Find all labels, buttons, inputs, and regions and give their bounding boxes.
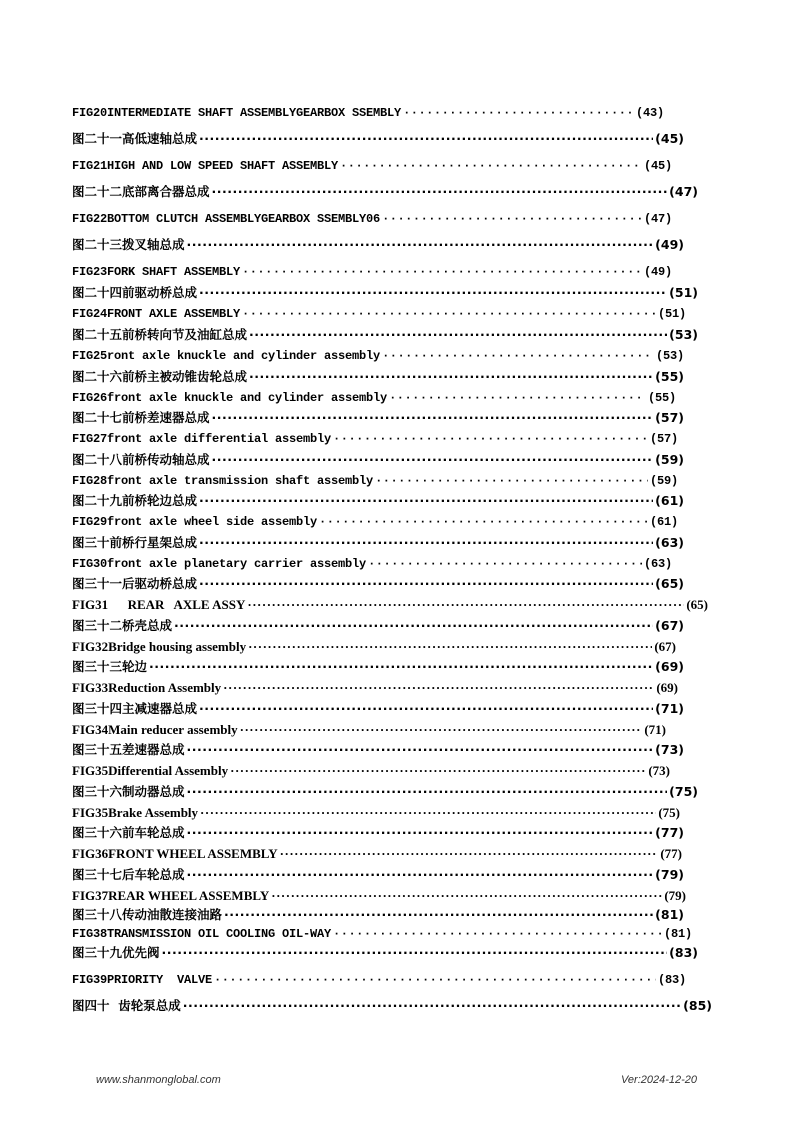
- toc-entry-page: (51): [669, 285, 698, 300]
- toc-entry[interactable]: [72, 783, 698, 801]
- toc-entry[interactable]: [72, 804, 680, 822]
- leader-dots: [199, 284, 667, 302]
- leader-dots: [382, 347, 654, 365]
- toc-entry[interactable]: [72, 658, 684, 676]
- toc-entry-title: 图三十二桥壳总成: [72, 618, 173, 633]
- toc-entry[interactable]: [72, 944, 698, 962]
- toc-entry-page: (71): [655, 701, 684, 716]
- toc-entry-page: (53): [669, 327, 698, 342]
- toc-entry-title: FIG24FRONT AXLE ASSEMBLY: [72, 307, 241, 321]
- toc-entry[interactable]: [72, 762, 670, 780]
- toc-entry-title: 图三十五差速器总成: [72, 742, 185, 757]
- toc-entry-page: (47): [669, 184, 698, 199]
- toc-entry-page: (67): [655, 618, 684, 633]
- toc-entry-title: 图四十 齿轮泵总成: [72, 998, 181, 1013]
- toc-entry-page: (81): [663, 927, 692, 941]
- leader-dots: [223, 679, 654, 697]
- toc-entry[interactable]: [72, 700, 684, 718]
- toc-entry-title: 图三十一后驱动桥总成: [72, 576, 198, 591]
- toc-entry-title: FIG29front axle wheel side assembly: [72, 515, 318, 529]
- toc-entry-title: FIG35Brake Assembly: [72, 805, 199, 820]
- leader-dots: [199, 130, 653, 148]
- toc-entry-title: FIG20INTERMEDIATE SHAFT ASSEMBLYGEARBOX SSEMBLY: [72, 106, 402, 120]
- toc-entry[interactable]: [72, 534, 684, 552]
- toc-entry[interactable]: [72, 130, 684, 148]
- toc-entry[interactable]: [72, 971, 686, 989]
- toc-entry-page: (47): [643, 212, 672, 226]
- leader-dots: [249, 326, 667, 344]
- toc-entry[interactable]: [72, 236, 684, 254]
- leader-dots: [247, 596, 684, 614]
- toc-entry-page: (55): [655, 369, 684, 384]
- toc-entry-title: 图三十前桥行星架总成: [72, 535, 198, 550]
- toc-entry-page: (77): [660, 846, 682, 861]
- toc-entry-page: (71): [644, 722, 666, 737]
- toc-entry-title: 图三十七后车轮总成: [72, 867, 185, 882]
- toc-entry-page: (63): [643, 557, 672, 571]
- toc-entry-page: (55): [647, 391, 676, 405]
- toc-entry-page: (73): [655, 742, 684, 757]
- toc-entry-page: (53): [655, 349, 684, 363]
- toc-entry-title: FIG37REAR WHEEL ASSEMBLY: [72, 888, 270, 903]
- toc-entry-page: (57): [655, 410, 684, 425]
- toc-entry-page: (61): [649, 515, 678, 529]
- leader-dots: [187, 866, 654, 884]
- leader-dots: [230, 762, 646, 780]
- toc-entry-title: FIG21HIGH AND LOW SPEED SHAFT ASSEMBLY: [72, 159, 339, 173]
- toc-entry-page: (69): [655, 659, 684, 674]
- leader-dots: [389, 389, 646, 407]
- toc-entry[interactable]: [72, 679, 678, 697]
- toc-entry[interactable]: [72, 887, 686, 905]
- toc-entry-title: FIG36FRONT WHEEL ASSEMBLY: [72, 846, 278, 861]
- toc-entry[interactable]: [72, 906, 684, 924]
- toc-entry[interactable]: [72, 368, 684, 386]
- toc-entry[interactable]: [72, 617, 684, 635]
- leader-dots: [214, 971, 656, 989]
- toc-entry-title: FIG34Main reducer assembly: [72, 722, 238, 737]
- toc-entry-page: (85): [683, 998, 712, 1013]
- leader-dots: [183, 997, 681, 1015]
- toc-entry-title: 图二十五前桥转向节及油缸总成: [72, 327, 248, 342]
- toc-entry[interactable]: [72, 284, 698, 302]
- toc-entry[interactable]: [72, 575, 684, 593]
- toc-entry-title: FIG30front axle planetary carrier assembly: [72, 557, 367, 571]
- toc-entry-title: FIG27front axle differential assembly: [72, 432, 332, 446]
- toc-entry[interactable]: [72, 326, 698, 344]
- toc-entry-title: FIG38TRANSMISSION OIL COOLING OIL-WAY: [72, 927, 332, 941]
- leader-dots: [280, 845, 659, 863]
- leader-dots: [333, 925, 662, 943]
- toc-entry-title: FIG35Differential Assembly: [72, 763, 229, 778]
- leader-dots: [382, 210, 642, 228]
- leader-dots: [248, 638, 652, 656]
- toc-entry[interactable]: [72, 741, 684, 759]
- toc-entry-title: FIG33Reduction Assembly: [72, 680, 222, 695]
- toc-entry-title: 图三十六前车轮总成: [72, 825, 185, 840]
- toc-entry[interactable]: [72, 721, 666, 739]
- leader-dots: [212, 451, 654, 469]
- toc-entry-page: (75): [658, 805, 680, 820]
- toc-entry-title: 图二十六前桥主被动锥齿轮总成: [72, 369, 248, 384]
- toc-entry[interactable]: [72, 183, 698, 201]
- toc-entry-title: FIG32Bridge housing assembly: [72, 639, 247, 654]
- toc-entry-title: 图二十二底部离合器总成: [72, 184, 210, 199]
- leader-dots: [375, 472, 648, 490]
- leader-dots: [199, 575, 653, 593]
- toc-entry-title: FIG28front axle transmission shaft assembly: [72, 474, 374, 488]
- toc-entry-page: (45): [655, 131, 684, 146]
- toc-entry-title: 图二十一高低速轴总成: [72, 131, 198, 146]
- toc-entry-page: (83): [669, 945, 698, 960]
- toc-entry-page: (75): [669, 784, 698, 799]
- toc-entry[interactable]: [72, 824, 684, 842]
- toc-entry-page: (83): [657, 973, 686, 987]
- toc-entry[interactable]: [72, 492, 684, 510]
- toc-entry-title: 图三十九优先阀: [72, 945, 160, 960]
- toc-entry-page: (67): [654, 639, 676, 654]
- toc-entry-page: (65): [655, 576, 684, 591]
- toc-entry-page: (43): [635, 106, 664, 120]
- leader-dots: [240, 721, 643, 739]
- leader-dots: [333, 430, 648, 448]
- footer-version: Ver:2024-12-20: [621, 1074, 698, 1086]
- toc-entry-title: 图三十六制动器总成: [72, 784, 185, 799]
- toc-entry-page: (51): [657, 307, 686, 321]
- leader-dots: [242, 263, 642, 281]
- toc-entry-page: (73): [648, 763, 670, 778]
- toc-entry-title: FIG25ront axle knuckle and cylinder assembly: [72, 349, 381, 363]
- leader-dots: [271, 887, 662, 905]
- toc-entry-title: 图三十四主减速器总成: [72, 701, 198, 716]
- toc-entry-page: (59): [649, 474, 678, 488]
- toc-entry-title: 图三十八传动油散连接油路: [72, 907, 223, 922]
- toc-entry-page: (79): [655, 867, 684, 882]
- toc-entry-page: (49): [643, 265, 672, 279]
- leader-dots: [162, 944, 668, 962]
- leader-dots: [199, 492, 653, 510]
- toc-entry[interactable]: [72, 555, 672, 573]
- leader-dots: [224, 906, 653, 924]
- toc-entry[interactable]: [72, 513, 678, 531]
- leader-dots: [187, 236, 654, 254]
- leader-dots: [212, 183, 668, 201]
- toc-entry[interactable]: [72, 210, 672, 228]
- toc-entry[interactable]: [72, 157, 672, 175]
- toc-entry-title: 图二十四前驱动桥总成: [72, 285, 198, 300]
- toc-entry-page: (65): [686, 597, 708, 612]
- leader-dots: [174, 617, 653, 635]
- toc-entry-page: (57): [649, 432, 678, 446]
- leader-dots: [368, 555, 642, 573]
- toc-entry-title: FIG22BOTTOM CLUTCH ASSEMBLYGEARBOX SSEMBLY06: [72, 212, 381, 226]
- toc-entry[interactable]: [72, 409, 684, 427]
- toc-entry-title: 图三十三轮边: [72, 659, 148, 674]
- leader-dots: [200, 804, 656, 822]
- leader-dots: [249, 368, 653, 386]
- leader-dots: [199, 534, 653, 552]
- toc-entry-title: FIG39PRIORITY VALVE: [72, 973, 213, 987]
- toc-entry-page: (81): [655, 907, 684, 922]
- toc-entry[interactable]: [72, 305, 686, 323]
- leader-dots: [187, 741, 654, 759]
- toc-entry[interactable]: [72, 263, 672, 281]
- toc-entry[interactable]: [72, 596, 708, 614]
- leader-dots: [187, 824, 654, 842]
- toc-entry-page: (77): [655, 825, 684, 840]
- toc-entry-title: 图二十九前桥轮边总成: [72, 493, 198, 508]
- toc-entry[interactable]: [72, 845, 682, 863]
- leader-dots: [242, 305, 656, 323]
- toc-entry[interactable]: [72, 104, 664, 122]
- toc-entry-page: (79): [664, 888, 686, 903]
- toc-entry[interactable]: [72, 925, 692, 943]
- toc-entry-title: 图二十八前桥传动轴总成: [72, 452, 210, 467]
- toc-entry-title: 图二十三拨叉轴总成: [72, 237, 185, 252]
- toc-entry-page: (45): [643, 159, 672, 173]
- toc-entry-title: 图二十七前桥差速器总成: [72, 410, 210, 425]
- toc-entry[interactable]: [72, 866, 684, 884]
- toc-entry[interactable]: [72, 347, 684, 365]
- toc-entry[interactable]: [72, 451, 684, 469]
- toc-entry-page: (59): [655, 452, 684, 467]
- leader-dots: [319, 513, 648, 531]
- toc-entry[interactable]: [72, 472, 678, 490]
- toc-entry[interactable]: [72, 430, 678, 448]
- toc-entry-page: (49): [655, 237, 684, 252]
- leader-dots: [149, 658, 653, 676]
- leader-dots: [340, 157, 642, 175]
- toc-entry-page: (63): [655, 535, 684, 550]
- toc-entry-title: FIG23FORK SHAFT ASSEMBLY: [72, 265, 241, 279]
- toc-entry-title: FIG26front axle knuckle and cylinder assembly: [72, 391, 388, 405]
- toc-entry-page: (61): [655, 493, 684, 508]
- leader-dots: [403, 104, 634, 122]
- leader-dots: [199, 700, 653, 718]
- leader-dots: [187, 783, 668, 801]
- toc-entry-title: FIG31 REAR AXLE ASSY: [72, 597, 246, 612]
- toc-entry-page: (69): [656, 680, 678, 695]
- footer-website: www.shanmonglobal.com: [96, 1074, 221, 1086]
- toc-entry[interactable]: [72, 638, 676, 656]
- toc-entry[interactable]: [72, 997, 712, 1015]
- leader-dots: [212, 409, 654, 427]
- toc-entry[interactable]: [72, 389, 676, 407]
